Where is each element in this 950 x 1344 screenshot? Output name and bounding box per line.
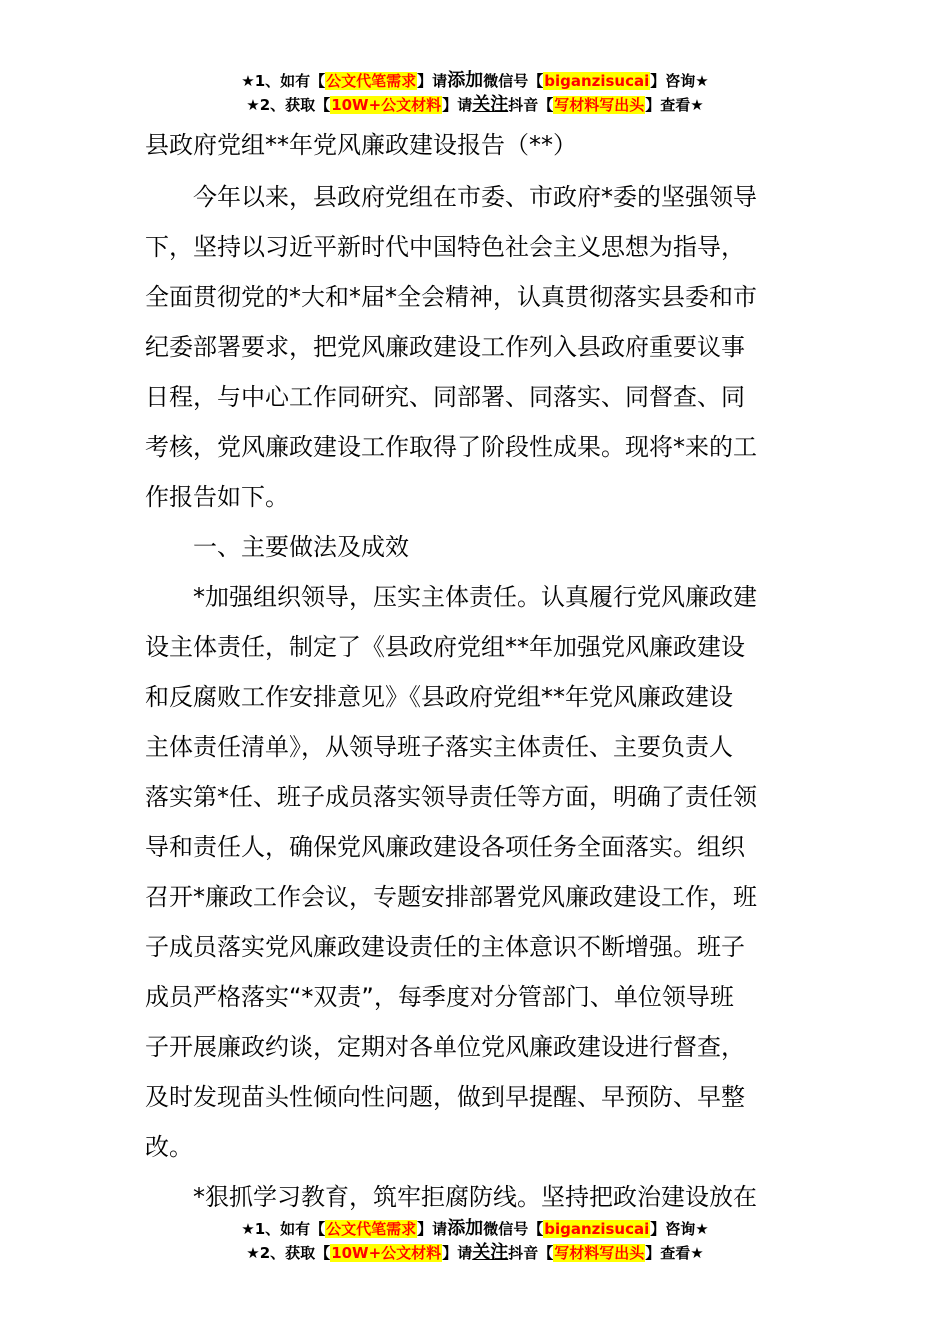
banner-text: 】查看★ <box>645 96 704 114</box>
body-line: 考核，党风廉政建设工作取得了阶段性成果。现将*来的工 <box>145 433 757 461</box>
highlight-douyin-account: 写材料写出头 <box>554 96 645 114</box>
banner-text: 】请 <box>442 1244 473 1262</box>
banner-text: 抖音【 <box>508 1244 554 1262</box>
body-line: 子开展廉政约谈，定期对各单位党风廉政建设进行督查， <box>145 1033 745 1061</box>
banner-emphasis: 关注 <box>472 1242 509 1263</box>
banner-text: 微信号【 <box>483 72 544 90</box>
banner-emphasis: 添加 <box>447 1218 484 1239</box>
body-line: 和反腐败工作安排意见》《县政府党组**年党风廉政建设 <box>145 683 733 711</box>
banner-line-1 <box>0 69 950 93</box>
banner-text: 抖音【 <box>508 96 554 114</box>
banner-line-2 <box>0 93 950 117</box>
highlight-wechat-id: biganzisucai <box>544 1220 650 1238</box>
highlight-douyin-account: 写材料写出头 <box>554 1244 645 1262</box>
highlight-service: 公文代笔需求 <box>326 1220 417 1238</box>
banner-text: 】咨询★ <box>650 72 709 90</box>
body-line: 设主体责任，制定了《县政府党组**年加强党风廉政建设 <box>145 633 745 661</box>
banner-line-1 <box>0 1217 950 1241</box>
body-line: 及时发现苗头性倾向性问题，做到早提醒、早预防、早整 <box>145 1083 745 1111</box>
banner-emphasis: 关注 <box>472 94 509 115</box>
document-title: 县政府党组**年党风廉政建设报告（**） <box>145 131 577 159</box>
footer-banner <box>0 1217 950 1265</box>
body-line: 主体责任清单》，从领导班子落实主体责任、主要负责人 <box>145 733 733 761</box>
banner-line-2 <box>0 1241 950 1265</box>
banner-text: ★2、获取【 <box>246 96 331 114</box>
body-line: *加强组织领导，压实主体责任。认真履行党风廉政建 <box>193 583 757 611</box>
body-line: 子成员落实党风廉政建设责任的主体意识不断增强。班子 <box>145 933 745 961</box>
banner-text: 】请 <box>417 1220 448 1238</box>
banner-text: 】查看★ <box>645 1244 704 1262</box>
body-line: 今年以来，县政府党组在市委、市政府*委的坚强领导 <box>193 183 757 211</box>
banner-text: 】请 <box>417 72 448 90</box>
body-line: 下，坚持以习近平新时代中国特色社会主义思想为指导， <box>145 233 745 261</box>
document-body <box>145 172 805 1222</box>
highlight-wechat-id: biganzisucai <box>544 72 650 90</box>
section-heading: 一、主要做法及成效 <box>193 533 409 561</box>
body-line: 落实第*任、班子成员落实领导责任等方面，明确了责任领 <box>145 783 757 811</box>
banner-text: 】请 <box>442 96 473 114</box>
banner-text: ★1、如有【 <box>241 72 326 90</box>
header-banner <box>0 69 950 117</box>
body-line: 召开*廉政工作会议，专题安排部署党风廉政建设工作，班 <box>145 883 757 911</box>
highlight-materials: 10W+公文材料 <box>331 1244 442 1262</box>
body-line: 成员严格落实“*双责”，每季度对分管部门、单位领导班 <box>145 983 734 1011</box>
banner-text: 微信号【 <box>483 1220 544 1238</box>
banner-text: 】咨询★ <box>650 1220 709 1238</box>
body-line: 改。 <box>145 1133 193 1161</box>
body-line: 纪委部署要求，把党风廉政建设工作列入县政府重要议事 <box>145 333 745 361</box>
highlight-service: 公文代笔需求 <box>326 72 417 90</box>
body-line: *狠抓学习教育，筑牢拒腐防线。坚持把政治建设放在 <box>193 1183 757 1211</box>
body-line: 作报告如下。 <box>145 483 289 511</box>
highlight-materials: 10W+公文材料 <box>331 96 442 114</box>
banner-text: ★2、获取【 <box>246 1244 331 1262</box>
body-line: 导和责任人，确保党风廉政建设各项任务全面落实。组织 <box>145 833 745 861</box>
body-line: 日程，与中心工作同研究、同部署、同落实、同督查、同 <box>145 383 745 411</box>
body-line: 全面贯彻党的*大和*届*全会精神，认真贯彻落实县委和市 <box>145 283 757 311</box>
banner-emphasis: 添加 <box>447 70 484 91</box>
banner-text: ★1、如有【 <box>241 1220 326 1238</box>
